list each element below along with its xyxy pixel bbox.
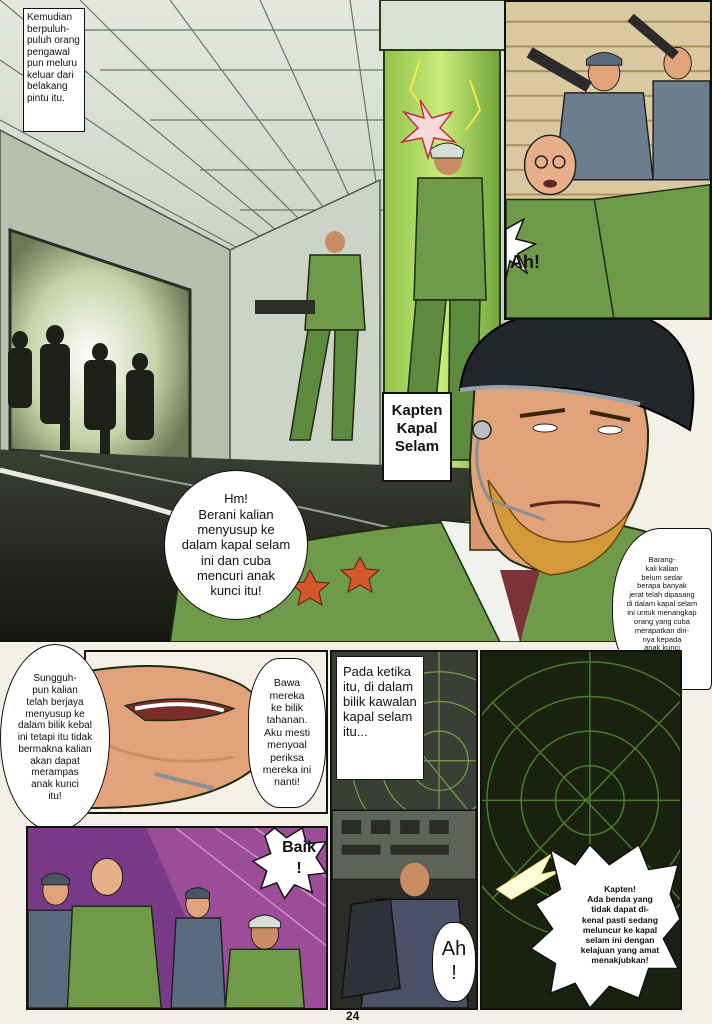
panel-control-room — [330, 650, 478, 1010]
captain-speech-bubble: Hm! Berani kalian menyusup ke dalam kapal selam ini dan cuba mencuri anak kunci itu! — [164, 470, 308, 620]
guard-reply-speech: Baik ! — [282, 839, 316, 877]
operator-alert-speech: Kapten! Ada benda yang tidak dapat di- kenal pasti sedang meluncur ke kapal selam ini dengan kelajuan yang amat menakjubkan! — [580, 884, 660, 966]
captain-speech-bubble-lower: Sungguh- pun kalian telah berjaya menyusup ke dalam bilik kebal ini tetapi itu tidak bermakna kalian akan dapat merampas anak kunci itu! — [0, 644, 110, 832]
page-number: 24 — [346, 1009, 360, 1023]
control-room-caption: Pada ketika itu, di dalam bilik kawalan kapal selam itu... — [336, 656, 424, 780]
narration-caption: Kemudian berpuluh- puluh orang pengawal pun meluru keluar dari belakang pintu itu. — [23, 8, 85, 132]
captain-name-box: Kapten Kapal Selam — [382, 392, 452, 482]
exclamation-sfx: Ah! — [510, 252, 540, 272]
panel-prisoners — [26, 826, 328, 1010]
panel-sonar — [480, 650, 682, 1010]
captain-order-bubble: Bawa mereka ke bilik tahanan. Aku mesti menyoal periksa mereka ini nanti! — [248, 658, 326, 808]
operator-exclamation-bubble: Ah ! — [432, 922, 476, 1002]
captain-speech-bubble-right: Barang- kali kalian belum sedar berapa banyak jerat telah dipasang di dalam kapal selam ini untuk menangkap orang yang cuba merapatkan diri- nya kepada anak kunci — [612, 528, 712, 690]
panel-guards — [504, 0, 712, 320]
